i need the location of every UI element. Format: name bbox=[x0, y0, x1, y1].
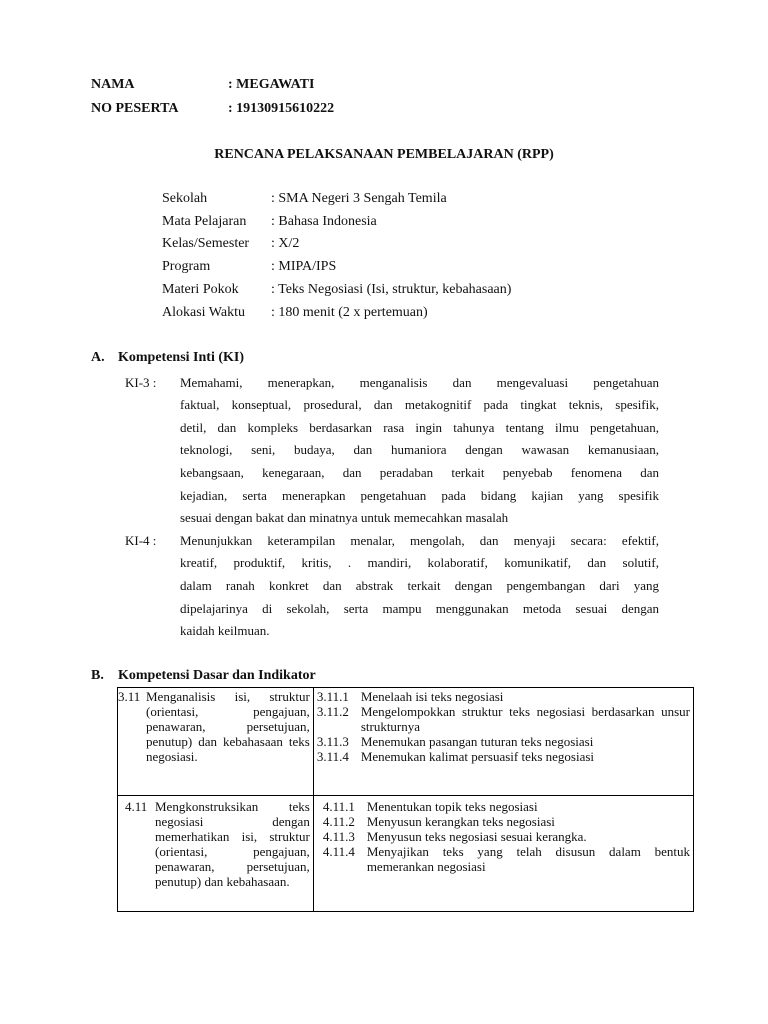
indicator-number: 3.11.3 bbox=[316, 734, 349, 749]
info-label-class: Kelas/Semester bbox=[162, 236, 250, 251]
indicator-cell bbox=[313, 688, 693, 796]
section-b-letter: B. bbox=[91, 668, 104, 683]
name-label: NAMA bbox=[91, 77, 135, 92]
indicator-text: Menyusun teks negosiasi sesuai kerangka. bbox=[366, 829, 587, 844]
indicator-number: 3.11.4 bbox=[316, 749, 349, 764]
indicator-item bbox=[317, 749, 690, 764]
ki4-line: dipelajarinya di sekolah, serta mampu menggunakan metoda sesuai dengan bbox=[180, 601, 659, 616]
kd-description: Menganalisis isi, struktur (orientasi, pengajuan, penawaran, persetujuan, penutup) dan kebahasaan teks negosiasi. bbox=[146, 689, 310, 764]
document-title: RENCANA PELAKSANAAN PEMBELAJARAN (RPP) bbox=[214, 147, 554, 162]
indicator-number: 4.11.4 bbox=[322, 844, 355, 859]
participant-number-label: NO PESERTA bbox=[91, 101, 179, 116]
indicator-text: Menemukan pasangan tuturan teks negosiasi bbox=[360, 734, 594, 749]
indicator-text: Menelaah isi teks negosiasi bbox=[360, 689, 504, 704]
info-label-subject: Mata Pelajaran bbox=[162, 214, 247, 229]
info-value-subject: : Bahasa Indonesia bbox=[271, 214, 377, 229]
indicator-text: Menemukan kalimat persuasif teks negosiasi bbox=[360, 749, 595, 764]
info-value-program: : MIPA/IPS bbox=[271, 259, 337, 274]
ki4-line: Menunjukkan keterampilan menalar, mengolah, dan menyaji secara: efektif, bbox=[180, 533, 659, 548]
info-value-class: : X/2 bbox=[271, 236, 300, 251]
table-row bbox=[118, 688, 694, 796]
info-label-material: Materi Pokok bbox=[162, 282, 239, 297]
kd-description: Mengkonstruksikan teks negosiasi dengan memerhatikan isi, struktur (orientasi, pengajuan, penawaran, persetujuan, penutup) dan kebahasaan. bbox=[155, 799, 310, 889]
kd-number: 4.11 bbox=[125, 799, 148, 814]
indicator-number: 3.11.1 bbox=[316, 689, 349, 704]
section-b-title: Kompetensi Dasar dan Indikator bbox=[118, 668, 316, 683]
section-a-title: Kompetensi Inti (KI) bbox=[118, 350, 244, 365]
ki3-line: sesuai dengan bakat dan minatnya untuk memecahkan masalah bbox=[180, 510, 509, 525]
participant-number-value: : 19130915610222 bbox=[228, 101, 335, 116]
ki3-line: detil, dan kompleks berdasarkan rasa ingin tahunya tentang ilmu pengetahuan, bbox=[180, 420, 659, 435]
indicator-item bbox=[317, 704, 690, 734]
indicator-item bbox=[317, 734, 690, 749]
ki4-line: kreatif, produktif, kritis, . mandiri, kolaboratif, komunikatif, dan solutif, bbox=[180, 555, 659, 570]
ki4-line: kaidah keilmuan. bbox=[180, 623, 270, 638]
section-a-letter: A. bbox=[91, 350, 105, 365]
indicator-item bbox=[323, 799, 690, 814]
indicator-text: Menentukan topik teks negosiasi bbox=[366, 799, 538, 814]
indicator-item bbox=[317, 689, 690, 704]
info-label-time: Alokasi Waktu bbox=[162, 305, 245, 320]
info-label-school: Sekolah bbox=[162, 191, 208, 206]
ki3-line: teknologi, seni, budaya, dan humaniora dengan wawasan kemanusiaan, bbox=[180, 442, 659, 457]
ki3-label: KI-3 : bbox=[125, 375, 157, 390]
indicator-item bbox=[323, 829, 690, 844]
ki3-line: kejadian, serta menerapkan pengetahuan pada bidang kajian yang spesifik bbox=[180, 488, 659, 503]
kd-cell bbox=[118, 796, 314, 912]
indicator-number: 3.11.2 bbox=[316, 704, 349, 719]
indicator-number: 4.11.2 bbox=[322, 814, 355, 829]
indicator-item bbox=[323, 814, 690, 829]
info-value-school: : SMA Negeri 3 Sengah Temila bbox=[271, 191, 447, 206]
indicator-text: Menyajikan teks yang telah disusun dalam bentuk memerankan negosiasi bbox=[366, 844, 690, 874]
indicator-item bbox=[323, 844, 690, 874]
indicator-cell bbox=[313, 796, 693, 912]
name-value: : MEGAWATI bbox=[228, 77, 315, 92]
info-value-material: : Teks Negosiasi (Isi, struktur, kebahasaan) bbox=[271, 282, 512, 297]
kd-cell bbox=[118, 688, 314, 796]
ki3-line: Memahami, menerapkan, menganalisis dan mengevaluasi pengetahuan bbox=[180, 375, 659, 390]
kd-indicator-table bbox=[117, 687, 694, 912]
info-value-time: : 180 menit (2 x pertemuan) bbox=[271, 305, 428, 320]
indicator-number: 4.11.1 bbox=[322, 799, 355, 814]
indicator-text: Menyusun kerangkan teks negosiasi bbox=[366, 814, 555, 829]
indicator-text: Mengelompokkan struktur teks negosiasi berdasarkan unsur strukturnya bbox=[360, 704, 690, 734]
ki3-line: faktual, konseptual, prosedural, dan metakognitif pada tingkat teknis, spesifik, bbox=[180, 397, 659, 412]
info-label-program: Program bbox=[162, 259, 211, 274]
ki3-line: kebangsaan, kenegaraan, dan peradaban terkait penyebab fenomena dan bbox=[180, 465, 659, 480]
kd-number: 3.11 bbox=[118, 689, 141, 704]
indicator-number: 4.11.3 bbox=[322, 829, 355, 844]
ki4-label: KI-4 : bbox=[125, 533, 157, 548]
ki4-line: dalam ranah konkret dan abstrak terkait dengan pengembangan dari yang bbox=[180, 578, 659, 593]
table-row bbox=[118, 796, 694, 912]
